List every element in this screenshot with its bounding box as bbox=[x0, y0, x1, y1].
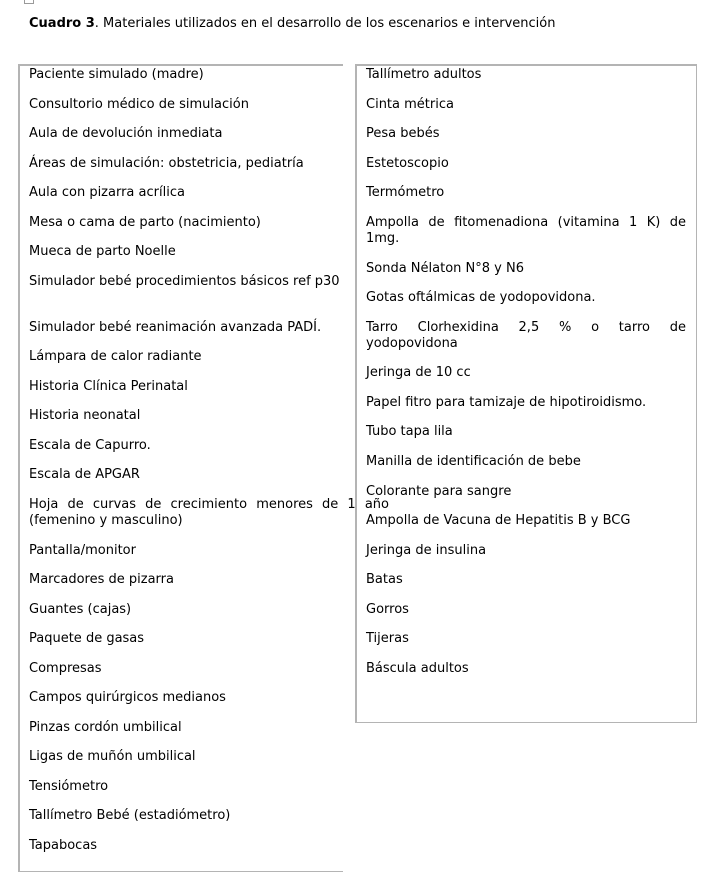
list-item: Estetoscopio bbox=[366, 156, 449, 171]
image-placeholder-icon bbox=[24, 0, 34, 4]
list-item: Hoja de curvas de crecimiento menores de 1 año (femenino y masculino) bbox=[29, 497, 389, 528]
list-item: Gorros bbox=[366, 602, 409, 617]
list-item: Paquete de gasas bbox=[29, 631, 145, 646]
list-item: Ampolla de Vacuna de Hepatitis B y BCG bbox=[366, 513, 631, 528]
list-item: Aula de devolución inmediata bbox=[29, 126, 223, 141]
list-item: Tapabocas bbox=[29, 838, 98, 853]
list-item: Consultorio médico de simulación bbox=[29, 97, 249, 112]
caption-text: . Materiales utilizados en el desarrollo de los escenarios e intervención bbox=[94, 16, 556, 31]
list-item: Jeringa de 10 cc bbox=[366, 365, 471, 380]
list-item: Colorante para sangre bbox=[366, 484, 512, 499]
list-item: Historia Clínica Perinatal bbox=[29, 379, 188, 394]
list-item: Tubo tapa lila bbox=[366, 424, 453, 439]
list-item: Papel fitro para tamizaje de hipotiroidismo. bbox=[366, 395, 647, 410]
list-item: Tensiómetro bbox=[29, 779, 109, 794]
list-item: Áreas de simulación: obstetricia, pediatría bbox=[29, 156, 304, 171]
list-item: Marcadores de pizarra bbox=[29, 572, 174, 587]
list-item: Sonda Nélaton N°8 y N6 bbox=[366, 261, 524, 276]
table-caption bbox=[29, 16, 555, 31]
list-item: Guantes (cajas) bbox=[29, 602, 132, 617]
list-item: Tijeras bbox=[366, 631, 409, 646]
list-item: Termómetro bbox=[366, 185, 445, 200]
list-item: Paciente simulado (madre) bbox=[29, 67, 204, 82]
list-item: Manilla de identificación de bebe bbox=[366, 454, 581, 469]
list-item: Tallímetro Bebé (estadiómetro) bbox=[29, 808, 231, 823]
list-item: Aula con pizarra acrílica bbox=[29, 185, 185, 200]
list-item: Mueca de parto Noelle bbox=[29, 244, 176, 259]
list-item: Lámpara de calor radiante bbox=[29, 349, 202, 364]
materials-right-column bbox=[355, 64, 697, 723]
list-item: Simulador bebé procedimientos básicos ref p30 bbox=[29, 274, 340, 289]
list-item: Tallímetro adultos bbox=[366, 67, 482, 82]
list-item: Pesa bebés bbox=[366, 126, 440, 141]
list-item: Ligas de muñón umbilical bbox=[29, 749, 196, 764]
list-item: Ampolla de fitomenadiona (vitamina 1 K) de 1mg. bbox=[366, 215, 686, 246]
list-item: Simulador bebé reanimación avanzada PADÍ. bbox=[29, 320, 322, 335]
list-item: Compresas bbox=[29, 661, 102, 676]
list-item: Pinzas cordón umbilical bbox=[29, 720, 182, 735]
list-item: Campos quirúrgicos medianos bbox=[29, 690, 226, 705]
list-item: Jeringa de insulina bbox=[366, 543, 487, 558]
list-item: Batas bbox=[366, 572, 403, 587]
list-item: Historia neonatal bbox=[29, 408, 141, 423]
list-item: Escala de Capurro. bbox=[29, 438, 151, 453]
list-item: Mesa o cama de parto (nacimiento) bbox=[29, 215, 261, 230]
list-item: Tarro Clorhexidina 2,5 % o tarro de yodopovidona bbox=[366, 320, 686, 351]
list-item: Báscula adultos bbox=[366, 661, 469, 676]
list-item: Pantalla/monitor bbox=[29, 543, 136, 558]
list-item: Gotas oftálmicas de yodopovidona. bbox=[366, 290, 596, 305]
list-item: Escala de APGAR bbox=[29, 467, 140, 482]
caption-label: Cuadro 3 bbox=[29, 16, 95, 31]
list-item: Cinta métrica bbox=[366, 97, 454, 112]
